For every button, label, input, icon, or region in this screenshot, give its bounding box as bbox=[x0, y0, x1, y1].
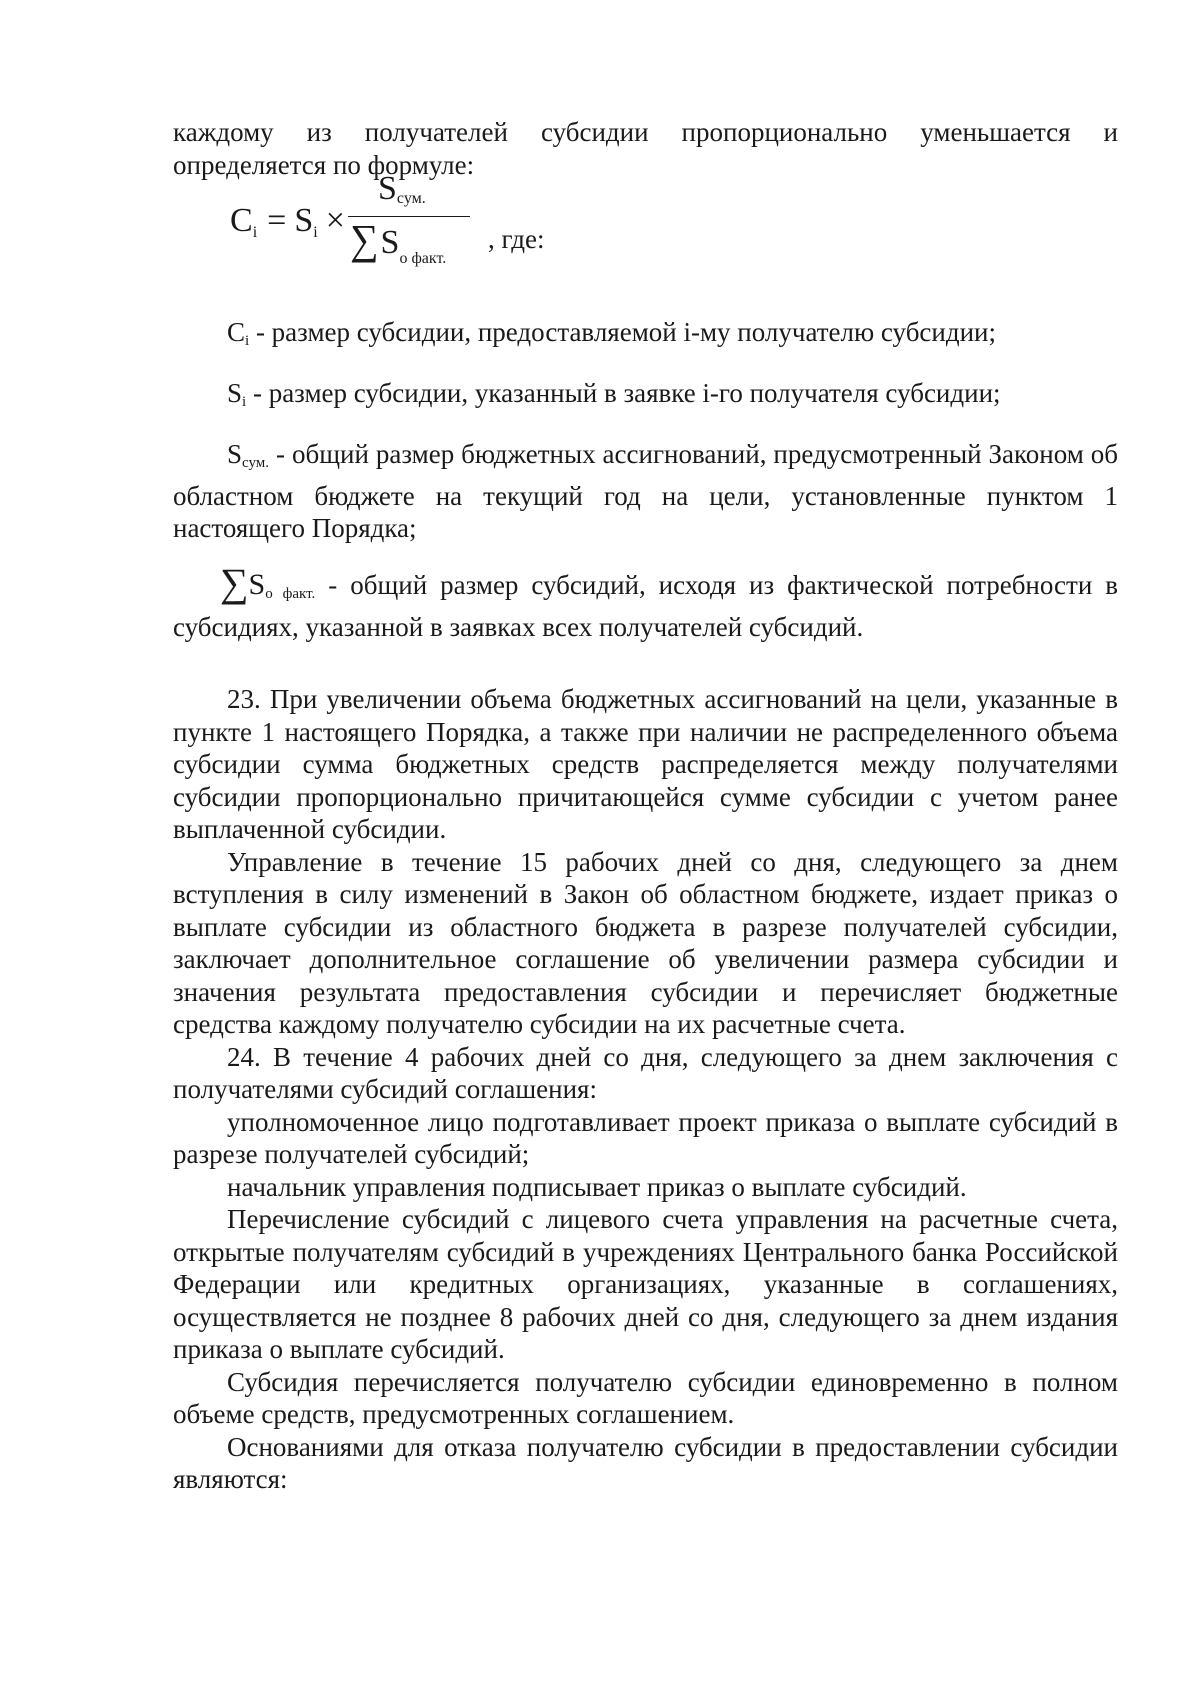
definition-si bbox=[227, 377, 1119, 419]
def-si-sub: i bbox=[242, 394, 247, 410]
formula-numerator bbox=[378, 170, 426, 208]
formula-equals: = bbox=[267, 202, 287, 239]
definition-ssum bbox=[173, 438, 1118, 545]
formula-s-sub: i bbox=[313, 224, 318, 241]
paragraph-23: 23. При увеличении объема бюджетных ассигнований на цели, указанные в пункте 1 настоящего Порядка, а также при наличии не распределенного объема субсидии сумма бюджетных средств распределяется между получателями субсидии пропорционально причитающейся сумме субсидии с учетом ранее выплаченной субсидии. bbox=[173, 684, 1118, 844]
formula-den-sub: о факт. bbox=[399, 250, 447, 267]
sigma-inline-symbol: ∑ bbox=[220, 560, 249, 605]
def-sfact-symbol: S bbox=[248, 568, 266, 601]
def-sfact-sub: о факт. bbox=[265, 586, 316, 602]
definition-ci bbox=[227, 316, 1119, 358]
formula-times: × bbox=[325, 202, 345, 239]
def-ci-symbol: C bbox=[227, 317, 246, 347]
def-si-text: - размер субсидии, указанный в заявке i-го получателя субсидии; bbox=[246, 378, 1001, 408]
formula-num-symbol: S bbox=[378, 170, 397, 207]
formula-num-sub: сум. bbox=[396, 190, 426, 207]
paragraph-24: 24. В течение 4 рабочих дней со дня, следующего за днем заключения с получателями субсидий соглашения: bbox=[173, 1041, 1118, 1104]
def-ssum-text: - общий размер бюджетных ассигнований, предусмотренный Законом об областном бюджете на текущий год на цели, установленные пунктом 1 настоящего Порядка; bbox=[173, 439, 1118, 543]
definition-sfact bbox=[173, 560, 1118, 643]
def-sfact-text: - общий размер субсидий, исходя из фактической потребности в субсидиях, указанной в заявках всех получателей субсидий. bbox=[173, 570, 1118, 642]
paragraph-authorized-person: уполномоченное лицо подготавливает проект приказа о выплате субсидий в разрезе получателей субсидий; bbox=[173, 1106, 1118, 1169]
formula-c-symbol: C bbox=[230, 202, 253, 239]
formula-lhs bbox=[230, 202, 349, 242]
paragraph-intro: каждому из получателей субсидии пропорционально уменьшается и определяется по формуле: bbox=[173, 117, 1118, 180]
def-ssum-sub: сум. bbox=[242, 455, 270, 471]
paragraph-management: Управление в течение 15 рабочих дней со дня, следующего за днем вступления в силу изменений в Закон об областном бюджете, издает приказ о выплате субсидии из областного бюджета в разрезе получателей субсидии, заключает дополнительное соглашение об увеличении размера субсидии и значения результата предоставления субсидии и перечисляет бюджетные средства каждому получателю субсидии на их расчетные счета. bbox=[173, 846, 1118, 1039]
paragraph-lump-sum: Субсидия перечисляется получателю субсидии единовременно в полном объеме средств, предусмотренных соглашением. bbox=[173, 1366, 1118, 1429]
formula-fraction bbox=[348, 170, 468, 270]
sigma-symbol: ∑ bbox=[350, 215, 379, 264]
body-paragraphs bbox=[173, 683, 1118, 1496]
paragraph-head-signs: начальник управления подписывает приказ о выплате субсидий. bbox=[227, 1171, 967, 1202]
def-ci-sub: i bbox=[245, 333, 250, 349]
formula-denominator bbox=[350, 216, 446, 268]
def-ssum-symbol: S bbox=[227, 439, 243, 469]
formula-s-symbol: S bbox=[294, 202, 314, 239]
formula-c-sub: i bbox=[252, 224, 258, 241]
formula-tail: , где: bbox=[488, 224, 545, 254]
def-si-symbol: S bbox=[227, 378, 243, 408]
subsidy-formula bbox=[230, 170, 650, 280]
def-ci-text: - размер субсидии, предоставляемой i-му получателю субсидии; bbox=[249, 317, 996, 347]
formula-den-symbol: S bbox=[380, 224, 400, 261]
paragraph-refusal-grounds: Основаниями для отказа получателю субсидии в предоставлении субсидии являются: bbox=[173, 1431, 1118, 1494]
paragraph-transfer: Перечисление субсидий с лицевого счета управления на расчетные счета, открытые получателям субсидий в учреждениях Центрального банка Российской Федерации или кредитных организациях, указанные в соглашениях, осуществляется не позднее 8 рабочих дней со дня, следующего за днем издания приказа о выплате субсидий. bbox=[173, 1204, 1118, 1364]
